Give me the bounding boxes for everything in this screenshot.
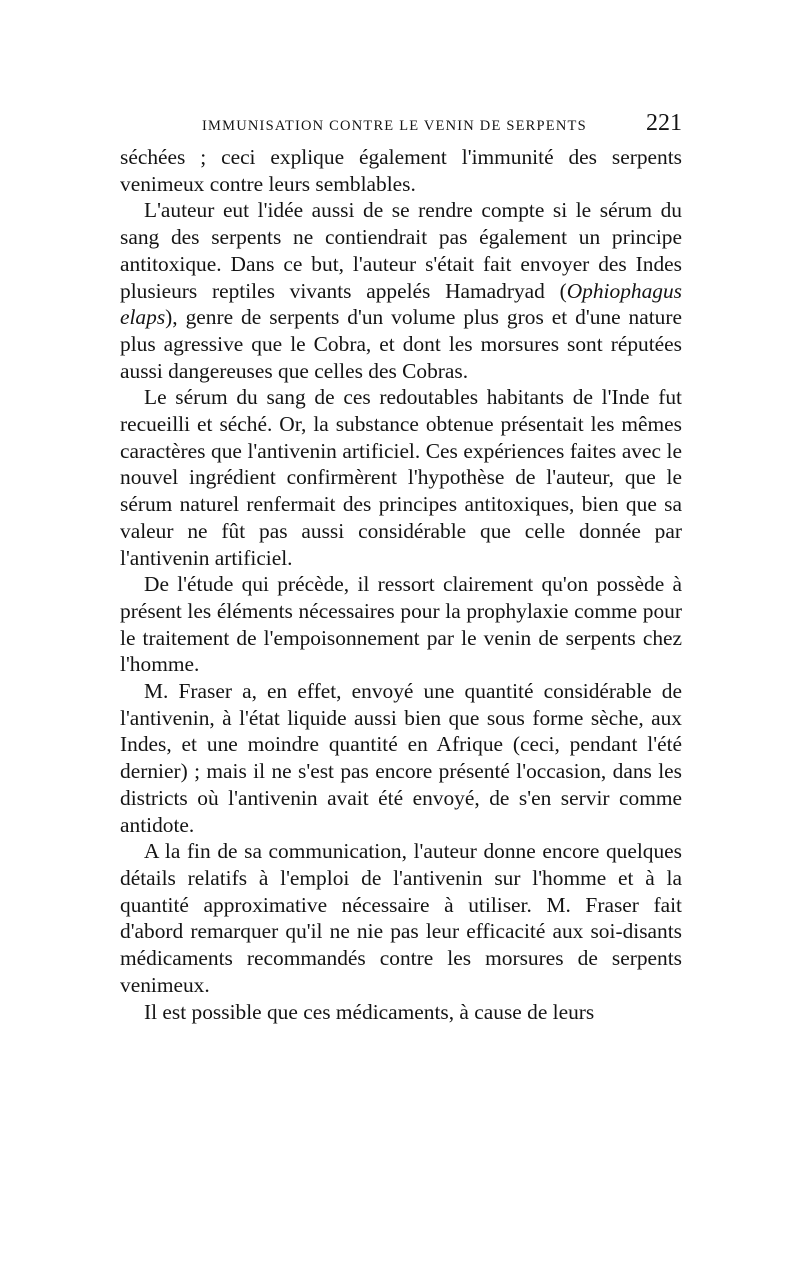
paragraph-hamadryad xyxy=(120,197,682,384)
paragraph-serum: Le sérum du sang de ces redoutables habitants de l'Inde fut recueilli et séché. Or, la substance obtenue présentait les mêmes caractères que l'antivenin artificiel. Ces expériences faites avec le nouvel ingrédient confirmèrent l'hypothèse de l'auteur, que le sérum naturel renfermait des principes antitoxiques, bien que sa valeur ne fût pas aussi considérable que celle donnée par l'antivenin artificiel. xyxy=(120,385,682,570)
paragraph-conclusion: De l'étude qui précède, il ressort clairement qu'on possède à présent les éléments nécessaires pour la prophylaxie comme pour le traitement de l'empoisonnement par le venin de serpents chez l'homme. xyxy=(120,572,682,677)
book-page xyxy=(120,104,682,1184)
paragraph-communication: A la fin de sa communication, l'auteur donne encore quelques détails relatifs à l'emploi de l'antivenin sur l'homme et à la quantité approximative nécessaire à utiliser. M. Fraser fait d'abord remarquer qu'il ne nie pas leur efficacité aux soi-disants médicaments recommandés contre les morsures de serpents venimeux. xyxy=(120,839,682,997)
paragraph-text-before-species: L'auteur eut l'idée aussi de se rendre compte si le sérum du sang des serpents ne contiendrait pas également un principe antitoxique. Dans ce but, l'auteur s'était fait envoyer des Indes plusieurs reptiles vivants appelés Hamadryad ( xyxy=(120,198,682,303)
page-number: 221 xyxy=(646,110,682,136)
paragraph-continuation: séchées ; ceci explique également l'immunité des serpents venimeux contre leurs semblables. xyxy=(120,145,682,196)
running-title: IMMUNISATION CONTRE LE VENIN DE SERPENTS xyxy=(202,118,587,134)
paragraph-text-after-species: ), genre de serpents d'un volume plus gros et d'une nature plus agressive que le Cobra, et dont les morsures sont réputées aussi dangereuses que celles des Cobras. xyxy=(120,305,682,383)
paragraph-medications: Il est possible que ces médicaments, à cause de leurs xyxy=(144,999,595,1024)
species-name: Ophiophagus elaps xyxy=(120,278,682,330)
running-head xyxy=(120,104,682,144)
paragraph-fraser-shipment: M. Fraser a, en effet, envoyé une quantité considérable de l'antivenin, à l'état liquide aussi bien que sous forme sèche, aux Indes, et une moindre quantité en Afrique (ceci, pendant l'été dernier) ; mais il ne s'est pas encore présenté l'occasion, dans les districts où l'antivenin avait été envoyé, de s'en servir comme antidote. xyxy=(120,679,682,837)
body-text xyxy=(120,144,682,1025)
